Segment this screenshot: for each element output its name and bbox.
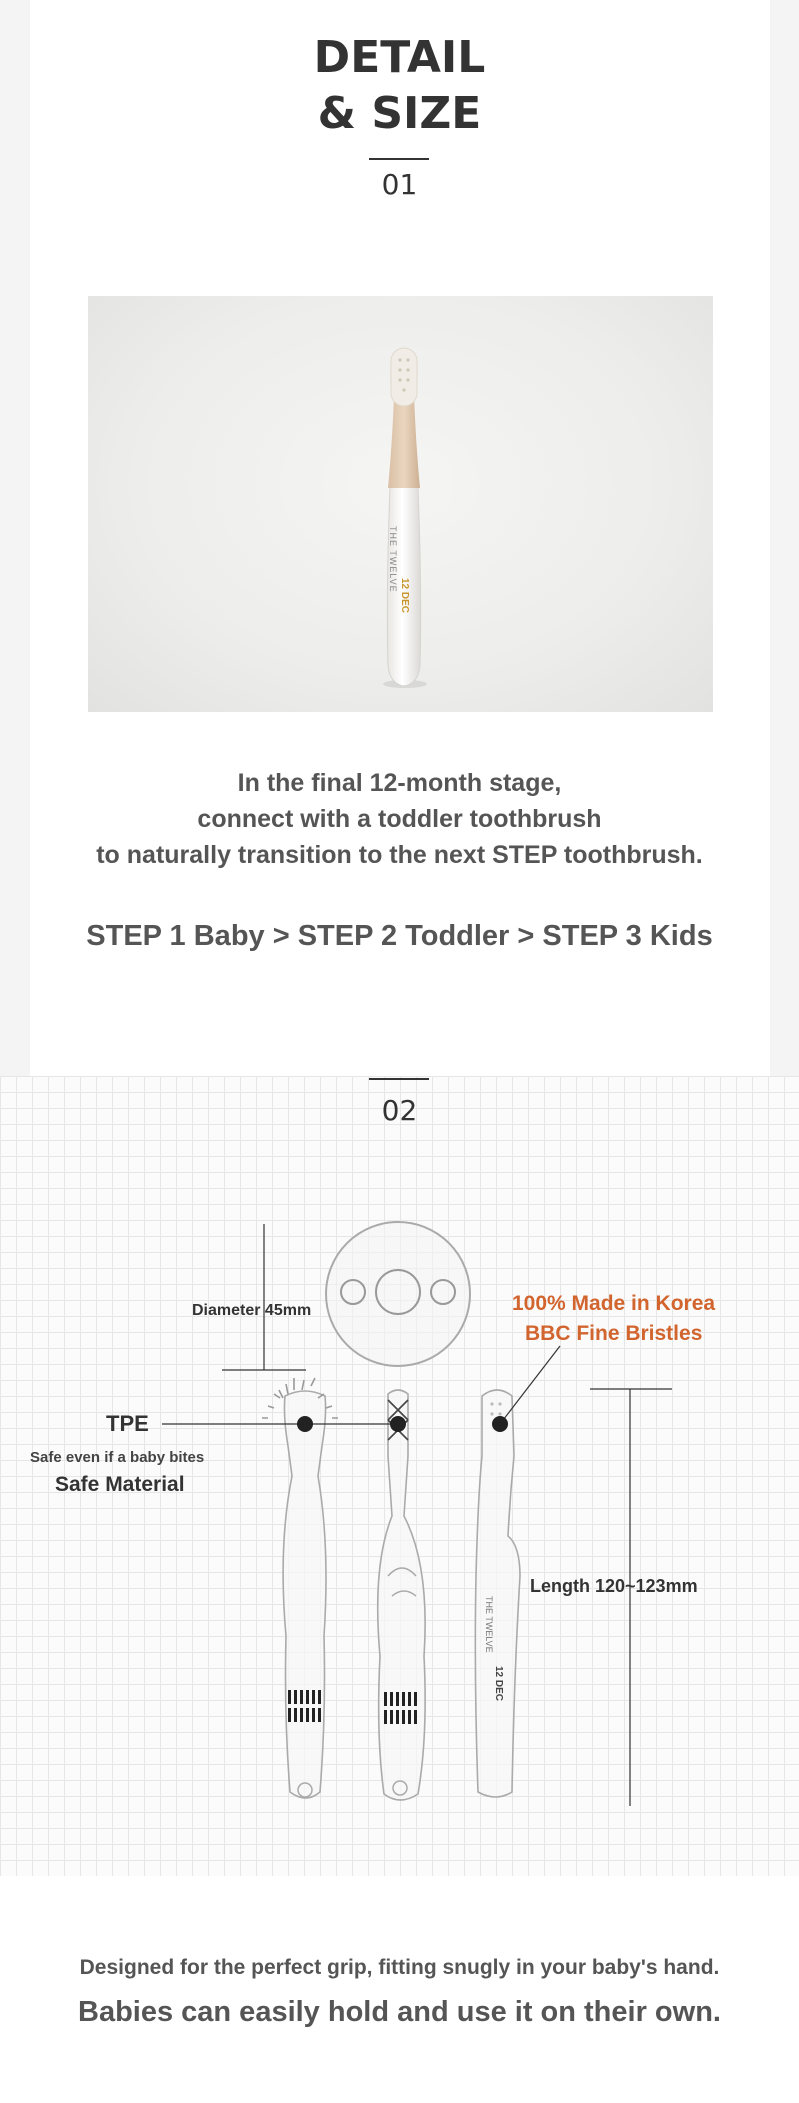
product-photo [88,296,713,712]
divider-rule [369,158,429,160]
tpe-brush-icon [262,1378,338,1798]
title-line-1: DETAIL [313,32,486,83]
page-title [0,30,799,142]
toothbrush-photo [88,296,713,712]
length-label: Length 120~123mm [530,1576,698,1596]
description [0,765,799,873]
kids-brush-icon [475,1390,520,1797]
footer-line-2: Babies can easily hold and use it on their own. [78,1996,721,2028]
tpe-point-1 [297,1416,313,1432]
photo-brand-text: THE TWELVE [388,526,398,593]
ring-teether-icon [326,1222,470,1366]
description-line-2: connect with a toddler toothbrush [197,805,602,833]
spec-section [0,1076,799,1876]
toddler-brush-icon [378,1390,425,1800]
description-line-1: In the final 12-month stage, [237,769,562,797]
photo-model-text: 12 DEC [399,578,410,614]
brush-brand-text: THE TWELVE [484,1596,494,1653]
bristle-point [492,1416,508,1432]
bristle-pointer-line [500,1346,560,1424]
step-sequence: STEP 1 Baby > STEP 2 Toddler > STEP 3 Kids [86,920,713,952]
footer-line-1: Designed for the perfect grip, fitting snugly in your baby's hand. [79,1956,720,1979]
section-number-02: 02 [381,1094,418,1127]
title-line-2: & SIZE [317,88,482,139]
made-in-korea-label: 100% Made in Korea [512,1292,716,1315]
material-label: Safe Material [55,1473,185,1496]
tpe-point-2 [390,1416,406,1432]
brush-model-text: 12 DEC [493,1666,504,1702]
diameter-label: Diameter 45mm [192,1302,312,1319]
bristles-label: BBC Fine Bristles [525,1322,703,1345]
material-note: Safe even if a baby bites [30,1449,205,1466]
description-line-3: to naturally transition to the next STEP toothbrush. [96,841,703,869]
section-number-01: 01 [381,168,418,201]
tpe-label: TPE [106,1411,149,1436]
footer-section [0,1876,799,2103]
